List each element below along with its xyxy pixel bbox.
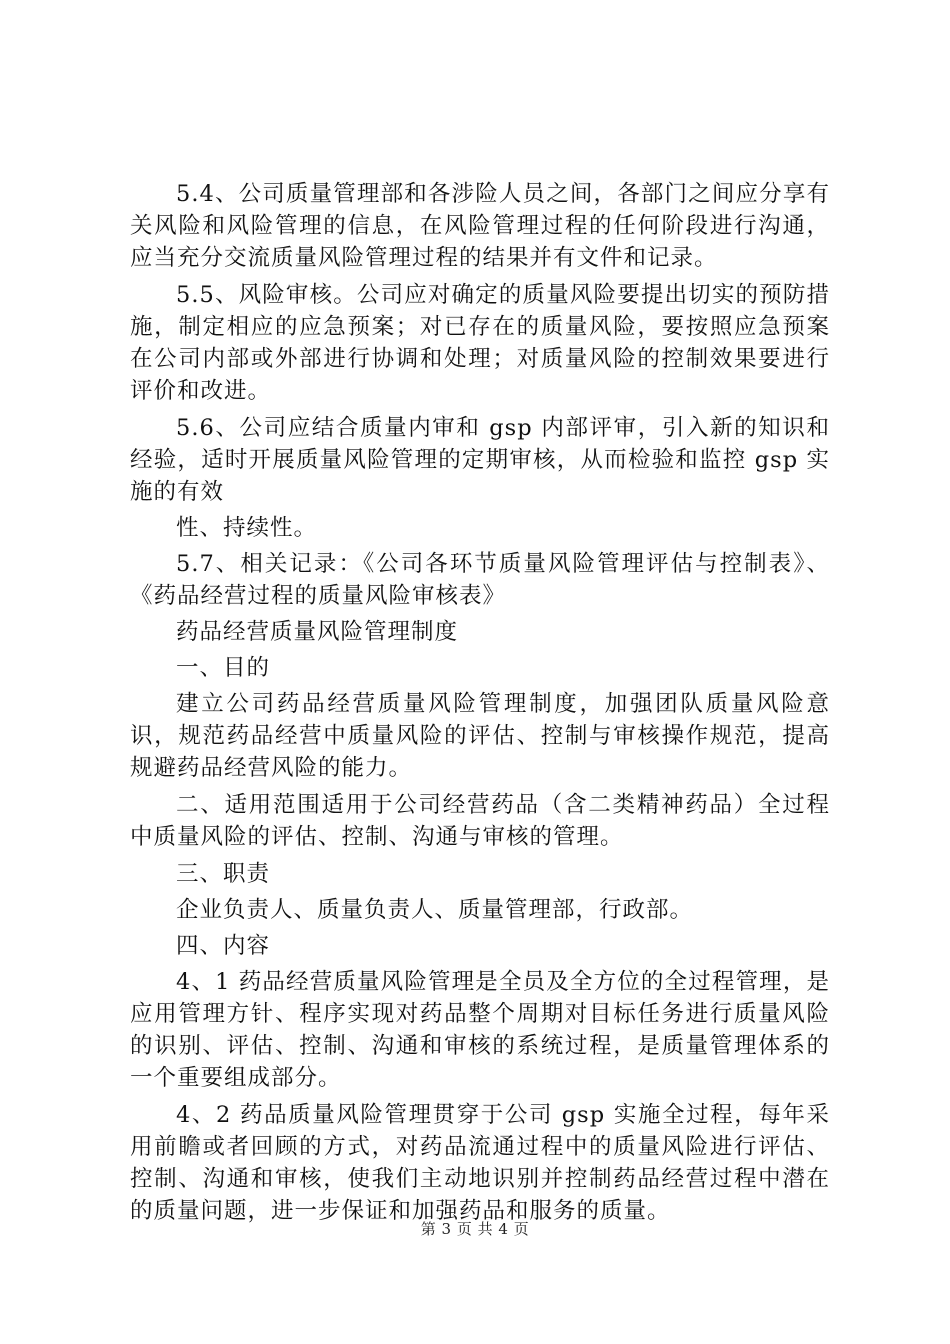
document-body [130, 178, 830, 1232]
paragraph-responsibilities: 企业负责人、质量负责人、质量管理部，行政部。 [176, 897, 694, 923]
paragraph-scope: 二、适用范围适用于公司经营药品（含二类精神药品）全过程中质量风险的评估、控制、沟通与审核的管理。 [130, 792, 830, 850]
heading-purpose: 一、目的 [176, 655, 271, 681]
heading-responsibilities: 三、职责 [176, 861, 271, 887]
paragraph-5-5: 5.5、风险审核。公司应对确定的质量风险要提出切实的预防措施，制定相应的应急预案；对已存在的质量风险，要按照应急预案在公司内部或外部进行协调和处理；对质量风险的控制效果要进行评价和改进。 [130, 282, 830, 404]
paragraph-4-2: 4、2 药品质量风险管理贯穿于公司 gsp 实施全过程，每年采用前瞻或者回顾的方式，对药品流通过程中的质量风险进行评估、控制、沟通和审核，使我们主动地识别并控制药品经营过程中潜在的质量问题，进一步保证和加强药品和服务的质量。 [130, 1102, 830, 1224]
paragraph-5-4: 5.4、公司质量管理部和各涉险人员之间，各部门之间应分享有关风险和风险管理的信息，在风险管理过程的任何阶段进行沟通，应当充分交流质量风险管理过程的结果并有文件和记录。 [130, 181, 830, 271]
paragraph-5-6-continued: 性、持续性。 [176, 515, 318, 541]
paragraph-4-1: 4、1 药品经营质量风险管理是全员及全方位的全过程管理，是应用管理方针、程序实现对药品整个周期对目标任务进行质量风险的识别、评估、控制、沟通和审核的系统过程，是质量管理体系的一个重要组成部分。 [130, 969, 830, 1091]
section-title: 药品经营质量风险管理制度 [176, 619, 459, 645]
paragraph-5-7: 5.7、相关记录：《公司各环节质量风险管理评估与控制表》、《药品经营过程的质量风险审核表》 [130, 551, 830, 609]
heading-content: 四、内容 [176, 933, 271, 959]
paragraph-purpose: 建立公司药品经营质量风险管理制度，加强团队质量风险意识，规范药品经营中质量风险的评估、控制与审核操作规范，提高规避药品经营风险的能力。 [130, 691, 830, 781]
paragraph-5-6: 5.6、公司应结合质量内审和 gsp 内部评审，引入新的知识和经验，适时开展质量风险管理的定期审核，从而检验和监控 gsp 实施的有效 [130, 415, 830, 505]
page-number-footer: 第 3 页 共 4 页 [420, 1220, 530, 1238]
